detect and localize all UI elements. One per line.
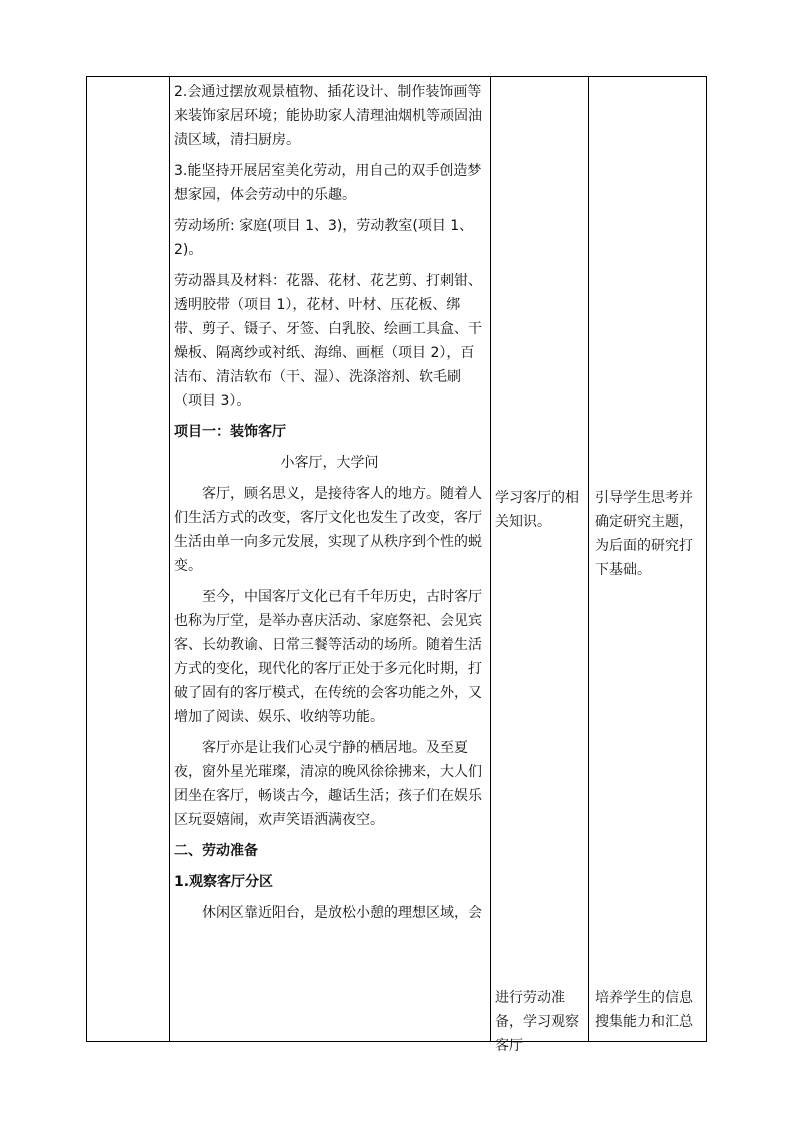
column-divider xyxy=(588,76,589,1042)
objective-2: 2.会通过摆放观景植物、插花设计、制作装饰画等来装饰家居环境；能协助家人清理油烟机等顽固油渍区域，清扫厨房。 xyxy=(174,84,482,148)
article-title: 小客厅，大学问 xyxy=(280,455,379,471)
paragraph: 至今，中国客厅文化已有千年历史，古时客厅也称为厅堂，是举办喜庆活动、家庭祭祀、会见宾客、长幼教谕、日常三餐等活动的场所。随着生活方式的变化，现代化的客厅正处于多元化时期，打破了固有的客厅模式，在传统的会客功能之外，又增加了阅读、娱乐、收纳等功能。 xyxy=(174,589,482,725)
subsection-heading: 1.观察客厅分区 xyxy=(174,874,274,890)
student-activity: 学习客厅的相关知识。 xyxy=(495,490,579,530)
content-column xyxy=(174,80,485,932)
objective-3: 3.能坚持开展居室美化劳动，用自己的双手创造梦想家园，体会劳动中的乐趣。 xyxy=(174,163,482,203)
design-intent-cell xyxy=(595,486,703,589)
labor-materials: 劳动器具及材料：花器、花材、花艺剪、打刺钳、透明胶带（项目 1），花材、叶材、压花板、绑带、剪子、镊子、牙签、白乳胶、绘画工具盒、干燥板、隔离纱或衬纸、海绵、画框（项目 2），百洁布、清洁软布（干、湿）、洗涤溶剂、软毛刷（项目 3）。 xyxy=(174,273,482,409)
paragraph: 客厅，顾名思义，是接待客人的地方。随着人们生活方式的改变，客厅文化也发生了改变，客厅生活由单一向多元发展，实现了从秩序到个性的蜕变。 xyxy=(174,486,482,574)
student-activity-cell xyxy=(495,486,584,541)
table-top-border xyxy=(86,76,707,77)
design-intent: 引导学生思考并确定研究主题，为后面的研究打下基础。 xyxy=(595,490,693,578)
student-activity: 进行劳动准备，学习观察客厅 xyxy=(495,990,579,1054)
paragraph: 客厅亦是让我们心灵宁静的栖居地。及至夏夜，窗外星光璀璨，清凉的晚风徐徐拂来，大人们团坐在客厅，畅谈古今，趣话生活；孩子们在娱乐区玩耍嬉闹，欢声笑语洒满夜空。 xyxy=(174,740,482,828)
labor-venue: 劳动场所: 家庭(项目 1、3)，劳动教室(项目 1、2)。 xyxy=(174,218,474,258)
student-activity-cell xyxy=(495,986,584,1065)
column-divider xyxy=(169,76,170,1042)
table-bottom-border xyxy=(86,1041,707,1042)
column-divider xyxy=(490,76,491,1042)
paragraph: 休闲区靠近阳台，是放松小憩的理想区域，会 xyxy=(202,905,482,921)
design-intent-cell xyxy=(595,986,703,1041)
project-one-heading: 项目一：装饰客厅 xyxy=(174,424,286,440)
design-intent: 培养学生的信息搜集能力和汇总 xyxy=(595,990,693,1030)
section-two-heading: 二、劳动准备 xyxy=(174,843,258,859)
